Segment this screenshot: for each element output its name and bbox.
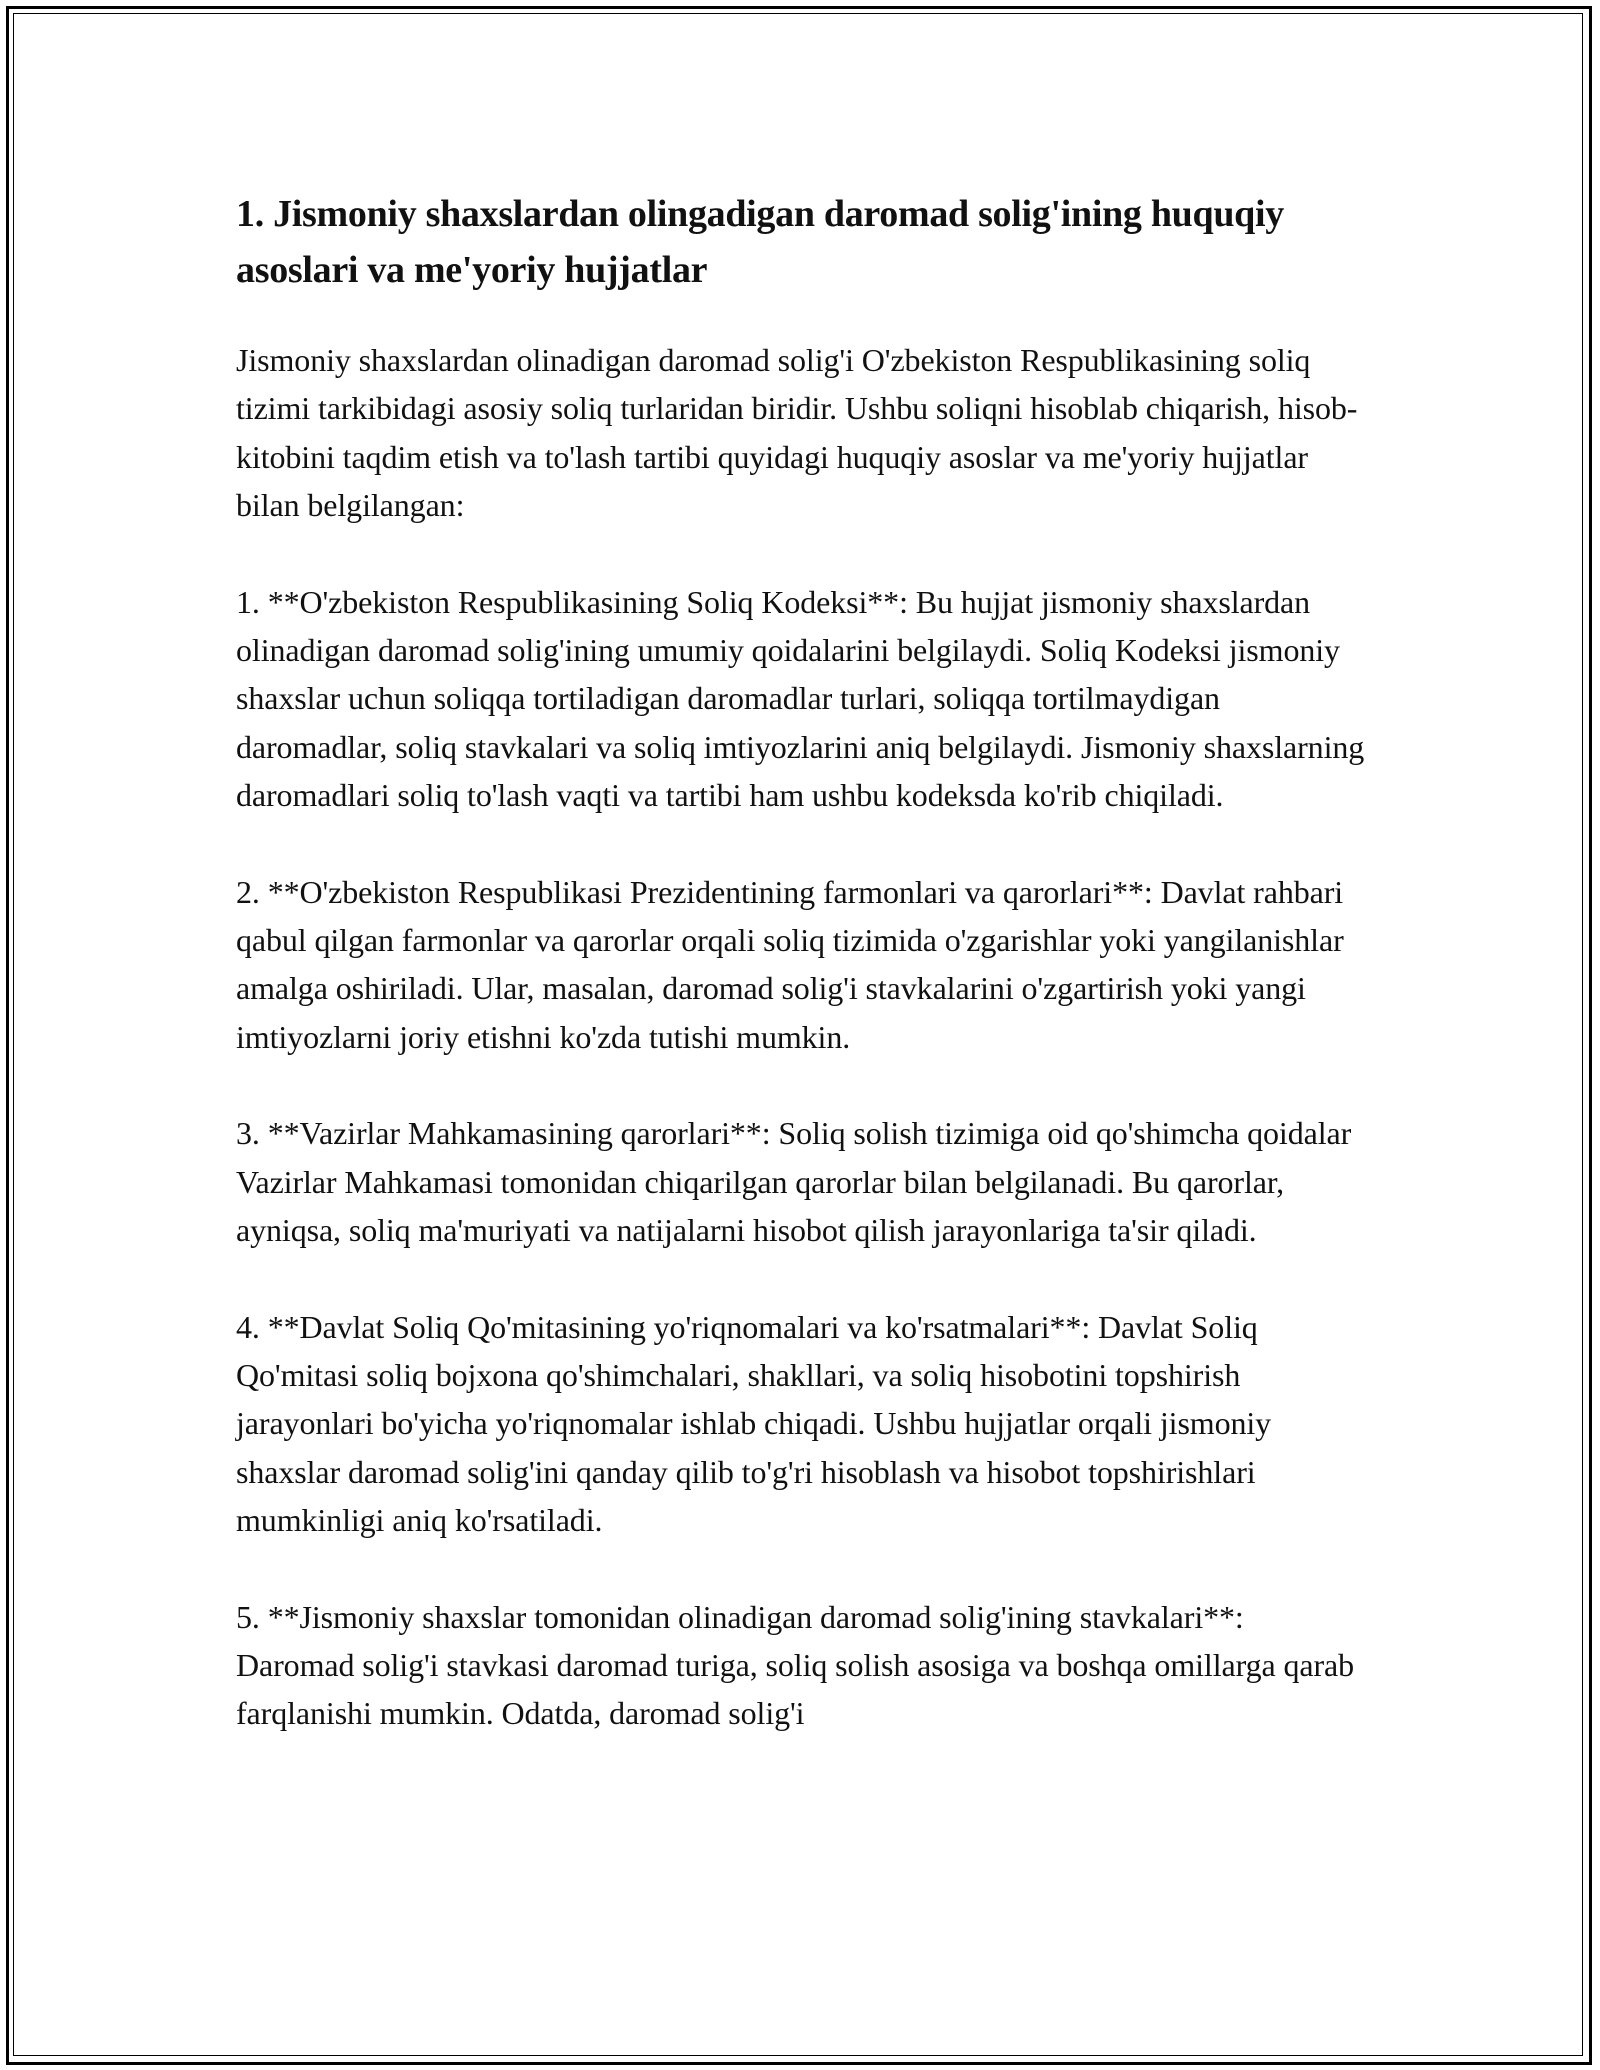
document-body <box>236 186 1366 1786</box>
list-item-tax-committee-instructions: 4. **Davlat Soliq Qo'mitasining yo'riqnomalari va ko'rsatmalari**: Davlat Soliq Qo'mitasi soliq bojxona qo'shimchalari, shakllari, va soliq hisobotini topshirish jarayonlari bo'yicha yo'riqnomalar ishlab chiqadi. Ushbu hujjatlar orqali jismoniy shaxslar daromad solig'ini qanday qilib to'g'ri hisoblash va hisobot topshirishlari mumkinligi aniq ko'rsatiladi. <box>236 1308 1272 1539</box>
intro-paragraph: Jismoniy shaxslardan olinadigan daromad solig'i O'zbekiston Respublikasining soliq tizimi tarkibidagi asosiy soliq turlaridan biridir. Ushbu soliqni hisoblab chiqarish, hisob-kitobini taqdim etish va to'lash tartibi quyidagi huquqiy asoslar va me'yoriy hujjatlar bilan belgilangan: <box>236 342 1358 524</box>
section-title: 1. Jismoniy shaxslardan olingadigan daromad solig'ining huquqiy asoslari va me'yoriy hujjatlar <box>236 193 1284 291</box>
list-item-cabinet-resolutions: 3. **Vazirlar Mahkamasining qarorlari**: Soliq solish tizimiga oid qo'shimcha qoidalar Vazirlar Mahkamasi tomonidan chiqarilgan qarorlar bilan belgilanadi. Bu qarorlar, ayniqsa, soliq ma'muriyati va natijalarni hisobot qilish jarayonlariga ta'sir qiladi. <box>236 1115 1352 1249</box>
list-item-tax-rates: 5. **Jismoniy shaxslar tomonidan olinadigan daromad solig'ining stavkalari**: Daromad solig'i stavkasi daromad turiga, soliq solish asosiga va boshqa omillarga qarab farqlanishi mumkin. Odatda, daromad solig'i <box>236 1598 1355 1732</box>
list-item-tax-code: 1. **O'zbekiston Respublikasining Soliq Kodeksi**: Bu hujjat jismoniy shaxslardan olinadigan daromad solig'ining umumiy qoidalarini belgilaydi. Soliq Kodeksi jismoniy shaxslar uchun soliqqa tortiladigan daromadlar turlari, soliqqa tortilmaydigan daromadlar, soliq stavkalari va soliq imtiyozlarini aniq belgilaydi. Jismoniy shaxslarning daromadlari soliq to'lash vaqti va tartibi ham ushbu kodeksda ko'rib chiqiladi. <box>236 583 1365 814</box>
list-item-president-decrees: 2. **O'zbekiston Respublikasi Prezidentining farmonlari va qarorlari**: Davlat rahbari qabul qilgan farmonlar va qarorlar orqali soliq tizimida o'zgarishlar yoki yangilanishlar amalga oshiriladi. Ular, masalan, daromad solig'i stavkalarini o'zgartirish yoki yangi imtiyozlarni joriy etishni ko'zda tutishi mumkin. <box>236 873 1344 1055</box>
